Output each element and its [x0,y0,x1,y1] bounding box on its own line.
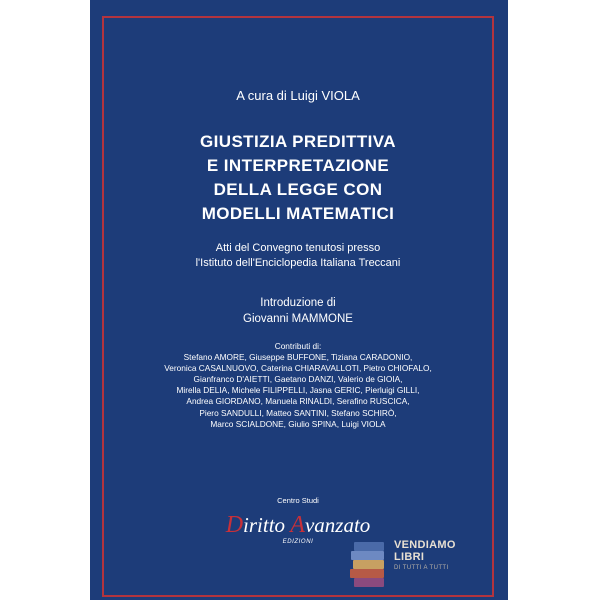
title-line: GIUSTIZIA PREDITTIVA [200,132,396,151]
title-line: DELLA LEGGE CON [213,180,383,199]
title-line: MODELLI MATEMATICI [201,204,395,223]
contributors-line: Gianfranco D'AIETTI, Gaetano DANZI, Valerio de GIOIA, [193,374,403,385]
logo-initial: D [225,512,244,538]
title-line: E INTERPRETAZIONE [206,156,390,175]
intro-author: Giovanni MAMMONE [243,313,353,325]
edizioni-label: EDIZIONI [282,539,314,545]
cover-frame [102,16,494,597]
book-cover [90,0,508,600]
watermark-line-2: LIBRI [394,551,425,563]
centro-studi-label: Centro Studi [277,496,319,505]
watermark-text [394,539,456,573]
contributors-block [104,341,492,430]
proceedings-line: Atti del Convegno tenutosi presso [215,242,381,254]
vendiamo-libri-watermark [348,534,468,588]
logo-word: vanzato [304,513,371,537]
logo-word: iritto [243,513,286,537]
contributors-line: Mirella DELIA, Michele FILIPPELLI, Jasna GERIC, Pierluigi GILLI, [176,385,420,396]
contributors-label: Contributi di: [274,341,322,351]
contributors-line: Andrea GIORDANO, Manuela RINALDI, Serafino RUSCICA, [186,396,410,407]
contributors-line: Stefano AMORE, Giuseppe BUFFONE, Tiziana CARADONIO, [183,352,413,363]
contributors-line: Piero SANDULLI, Matteo SANTINI, Stefano SCHIRÒ, [199,407,397,418]
introduction-credit [104,295,492,327]
watermark-line-1: VENDIAMO [394,539,456,551]
contributors-line: Marco SCIALDONE, Giulio SPINA, Luigi VIOLA [210,418,386,429]
editor-credit: A cura di Luigi VIOLA [236,88,360,103]
logo-initial: A [290,512,305,538]
proceedings-note [104,241,492,271]
proceedings-line: l'Istituto dell'Enciclopedia Italiana Treccani [195,257,401,269]
book-title [104,130,492,226]
contributors-line: Veronica CASALNUOVO, Caterina CHIARAVALLOTI, Pietro CHIOFALO, [164,363,432,374]
intro-label: Introduzione di [260,297,336,309]
books-stack-icon [348,534,388,588]
watermark-line-3: DI TUTTI A TUTTI [394,565,449,571]
